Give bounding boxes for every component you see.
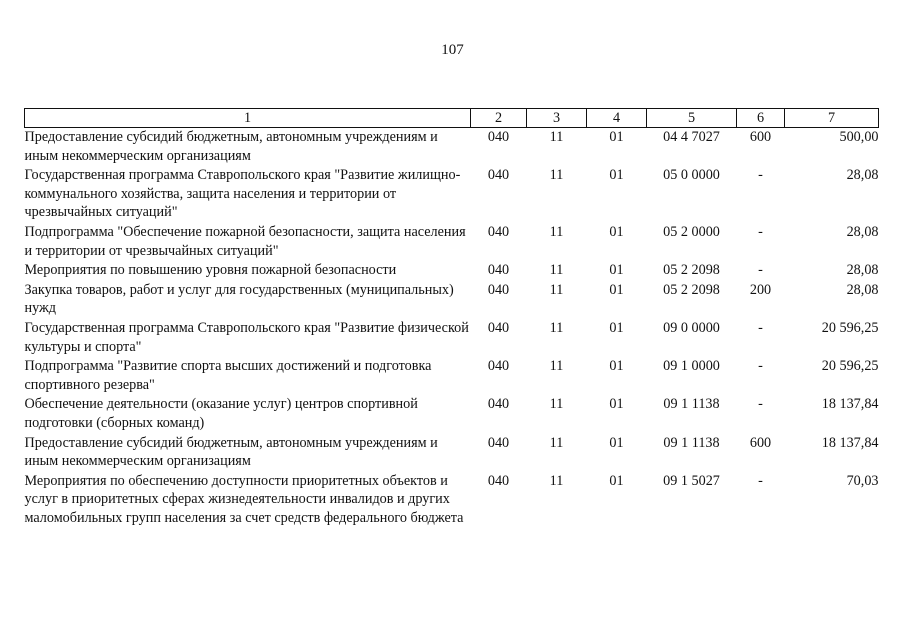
row-col-6: -: [758, 167, 763, 184]
row-col-6: -: [758, 396, 763, 413]
row-col-6: 600: [749, 434, 772, 451]
row-name: Закупка товаров, работ и услуг для государственных (муниципальных) нужд: [24, 281, 454, 317]
row-col-5: 05 2 2098: [663, 281, 720, 298]
row-col-7: 70,03: [846, 472, 879, 489]
table-body: [25, 128, 879, 529]
column-header: 6: [737, 109, 785, 128]
row-name: Государственная программа Ставропольского края "Развитие физической культуры и спорта": [24, 319, 469, 355]
row-col-5: 05 2 0000: [663, 223, 720, 240]
row-name: Мероприятия по повышению уровня пожарной безопасности: [24, 262, 397, 279]
row-col-5: 09 1 5027: [663, 472, 720, 489]
row-col-4: 01: [609, 281, 624, 298]
row-col-4: 01: [609, 434, 624, 451]
row-col-7: 500,00: [839, 129, 879, 145]
row-col-3: 11: [549, 396, 564, 413]
row-col-7: 28,08: [846, 223, 879, 240]
row-col-2: 040: [487, 472, 510, 489]
row-col-4: 01: [609, 262, 624, 279]
table-row: [25, 395, 879, 433]
row-col-4: 01: [609, 319, 624, 336]
row-col-4: 01: [609, 223, 624, 240]
row-col-5: 09 0 0000: [663, 319, 720, 336]
row-col-4: 01: [609, 358, 624, 375]
row-col-4: 01: [609, 472, 624, 489]
row-col-7: 28,08: [846, 167, 879, 184]
row-name: Подпрограмма "Развитие спорта высших достижений и подготовка спортивного резерва": [24, 358, 432, 393]
table-row: [25, 434, 879, 472]
row-col-7: 18 137,84: [821, 434, 879, 451]
row-col-3: 11: [549, 167, 564, 184]
column-header: 7: [785, 109, 879, 128]
row-col-5: 09 1 1138: [663, 396, 720, 413]
column-header: 5: [647, 109, 737, 128]
row-col-2: 040: [487, 396, 510, 413]
column-header: 2: [471, 109, 527, 128]
row-col-3: 11: [549, 434, 564, 451]
page-number: 107: [441, 42, 464, 58]
row-col-3: 11: [549, 281, 564, 298]
row-name: Обеспечение деятельности (оказание услуг) центров спортивной подготовки (сборных команд): [24, 396, 418, 431]
row-col-4: 01: [609, 167, 624, 184]
row-col-5: 04 4 7027: [663, 129, 720, 145]
row-col-2: 040: [487, 129, 510, 145]
table-header-row: [25, 109, 879, 128]
table-row: [25, 166, 879, 223]
row-col-6: -: [758, 358, 763, 375]
column-header: 1: [25, 109, 471, 128]
row-col-7: 18 137,84: [821, 396, 879, 413]
row-col-5: 09 1 1138: [663, 434, 720, 451]
row-col-2: 040: [487, 223, 510, 240]
table-row: [25, 261, 879, 281]
row-col-3: 11: [549, 319, 564, 336]
row-col-7: 28,08: [846, 281, 879, 298]
budget-table: [24, 108, 879, 528]
row-name: Мероприятия по обеспечению доступности приоритетных объектов и услуг в приоритетных сферах жизнедеятельности инвалидов и других маломобильных групп населения за счет средств федерального бюджета: [24, 472, 464, 526]
row-col-3: 11: [549, 262, 564, 279]
row-col-7: 28,08: [846, 262, 879, 279]
table-row: [25, 223, 879, 261]
column-header: 3: [527, 109, 587, 128]
row-col-2: 040: [487, 167, 510, 184]
row-col-3: 11: [549, 472, 564, 489]
table-row: [25, 472, 879, 529]
row-col-2: 040: [487, 434, 510, 451]
row-col-6: -: [758, 319, 763, 336]
row-name: Предоставление субсидий бюджетным, автономным учреждениям и иным некоммерческим организациям: [24, 129, 438, 164]
row-col-3: 11: [549, 358, 564, 375]
table-row: [25, 319, 879, 357]
row-col-7: 20 596,25: [821, 319, 879, 336]
table-row: [25, 357, 879, 395]
row-col-3: 11: [549, 223, 564, 240]
row-col-6: -: [758, 262, 763, 279]
row-col-6: -: [758, 472, 763, 489]
table-row: [25, 281, 879, 319]
row-col-5: 05 2 2098: [663, 262, 720, 279]
row-name: Предоставление субсидий бюджетным, автономным учреждениям и иным некоммерческим организациям: [24, 434, 438, 470]
row-col-2: 040: [487, 358, 510, 375]
row-col-6: -: [758, 223, 763, 240]
row-col-2: 040: [487, 281, 510, 298]
row-col-4: 01: [609, 129, 624, 145]
row-col-7: 20 596,25: [821, 358, 879, 375]
table-row: [25, 128, 879, 167]
row-col-5: 05 0 0000: [663, 167, 720, 184]
row-col-6: 200: [749, 281, 772, 298]
row-name: Подпрограмма "Обеспечение пожарной безопасности, защита населения и территории от чрезвычайных ситуаций": [24, 223, 466, 259]
row-name: Государственная программа Ставропольского края "Развитие жилищно-коммунального хозяйства, защита населения и территории от чрезвычайных ситуаций": [24, 167, 461, 221]
row-col-4: 01: [609, 396, 624, 413]
row-col-2: 040: [487, 319, 510, 336]
row-col-6: 600: [749, 129, 772, 145]
column-header: 4: [587, 109, 647, 128]
row-col-2: 040: [487, 262, 510, 279]
row-col-5: 09 1 0000: [663, 358, 720, 375]
row-col-3: 11: [549, 129, 564, 145]
